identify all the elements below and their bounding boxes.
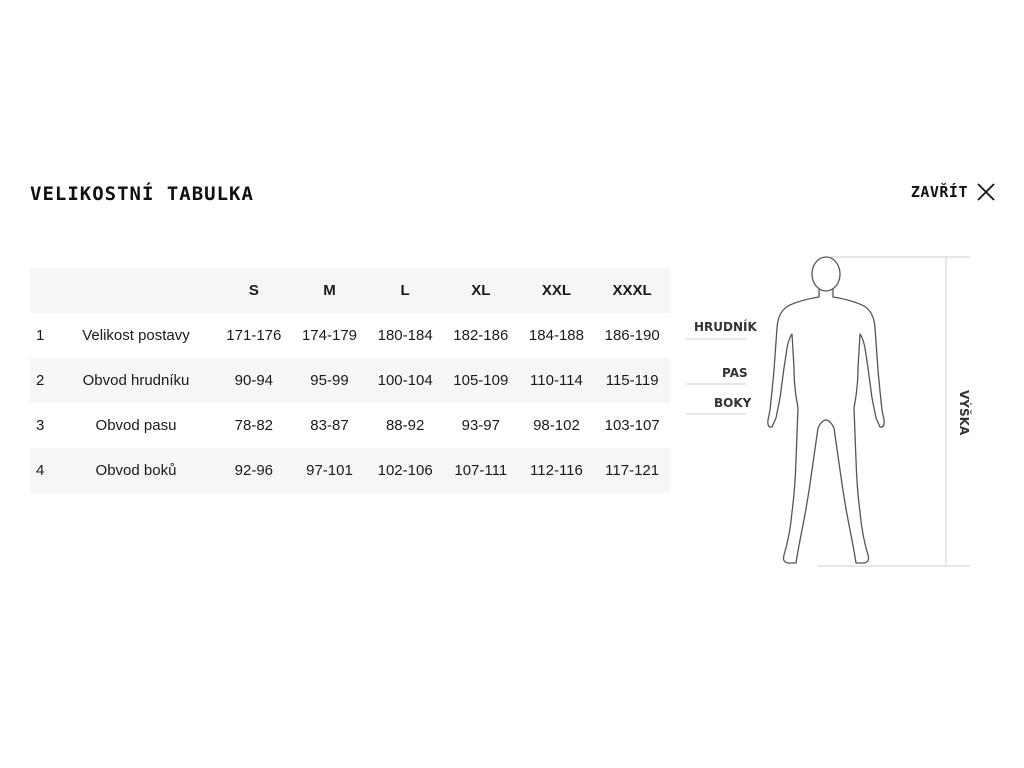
table-cell: 115-119 — [605, 372, 659, 389]
column-header-xxl: XXL — [541, 282, 572, 299]
human-outline-icon — [768, 257, 884, 563]
table-cell: 186-190 — [604, 327, 660, 344]
page-title: VELIKOSTNÍ TABULKA — [30, 183, 254, 205]
table-cell: 88-92 — [385, 417, 425, 434]
chest-label: HRUDNÍK — [694, 320, 757, 334]
table-cell: 100-104 — [377, 372, 433, 389]
column-header-s: S — [248, 282, 259, 299]
column-header-m: M — [323, 282, 336, 299]
table-cell: 171-176 — [226, 327, 282, 344]
table-cell: 184-188 — [528, 327, 584, 344]
table-cell: 174-179 — [301, 327, 358, 344]
hips-label: BOKY — [714, 396, 752, 410]
table-cell: 107-111 — [454, 462, 508, 479]
height-label: VÝŠKA — [957, 390, 971, 436]
row-label: Velikost postavy — [82, 327, 190, 344]
table-cell: 98-102 — [533, 417, 580, 434]
table-row — [30, 448, 670, 493]
table-cell: 112-116 — [530, 462, 583, 479]
row-label: Obvod boků — [95, 462, 177, 479]
table-cell: 83-87 — [310, 417, 349, 434]
column-header-xl: XL — [471, 282, 491, 299]
table-row — [30, 403, 670, 448]
row-label: Obvod pasu — [95, 417, 177, 434]
table-cell: 97-101 — [306, 462, 353, 479]
table-cell: 103-107 — [604, 417, 660, 434]
table-cell: 93-97 — [461, 417, 500, 434]
table-cell: 105-109 — [453, 372, 509, 389]
table-cell: 102-106 — [377, 462, 433, 479]
close-button[interactable] — [911, 182, 996, 202]
waist-label: PAS — [722, 366, 748, 380]
table-header-row — [30, 268, 670, 313]
column-header — [30, 268, 56, 313]
column-header-l: L — [400, 282, 410, 299]
table-cell: 78-82 — [234, 417, 274, 434]
table-cell: 110-114 — [530, 372, 583, 389]
size-table — [30, 268, 670, 493]
row-label: Obvod hrudníku — [82, 372, 190, 389]
row-number: 2 — [36, 372, 45, 389]
column-header — [56, 268, 216, 313]
table-cell: 92-96 — [234, 462, 274, 479]
row-number: 1 — [36, 327, 45, 344]
table-cell: 182-186 — [453, 327, 509, 344]
table-cell: 95-99 — [310, 372, 349, 389]
close-label: ZAVŘÍT — [910, 183, 968, 201]
body-measurement-figure — [680, 250, 1000, 580]
column-header-xxxl: XXXL — [612, 282, 652, 299]
table-cell: 117-121 — [605, 462, 660, 479]
table-cell: 180-184 — [377, 327, 433, 344]
table-row — [30, 358, 670, 403]
row-number: 3 — [36, 417, 45, 434]
table-row — [30, 313, 670, 358]
close-icon — [976, 182, 996, 202]
table-cell: 90-94 — [234, 372, 274, 389]
row-number: 4 — [36, 462, 45, 479]
